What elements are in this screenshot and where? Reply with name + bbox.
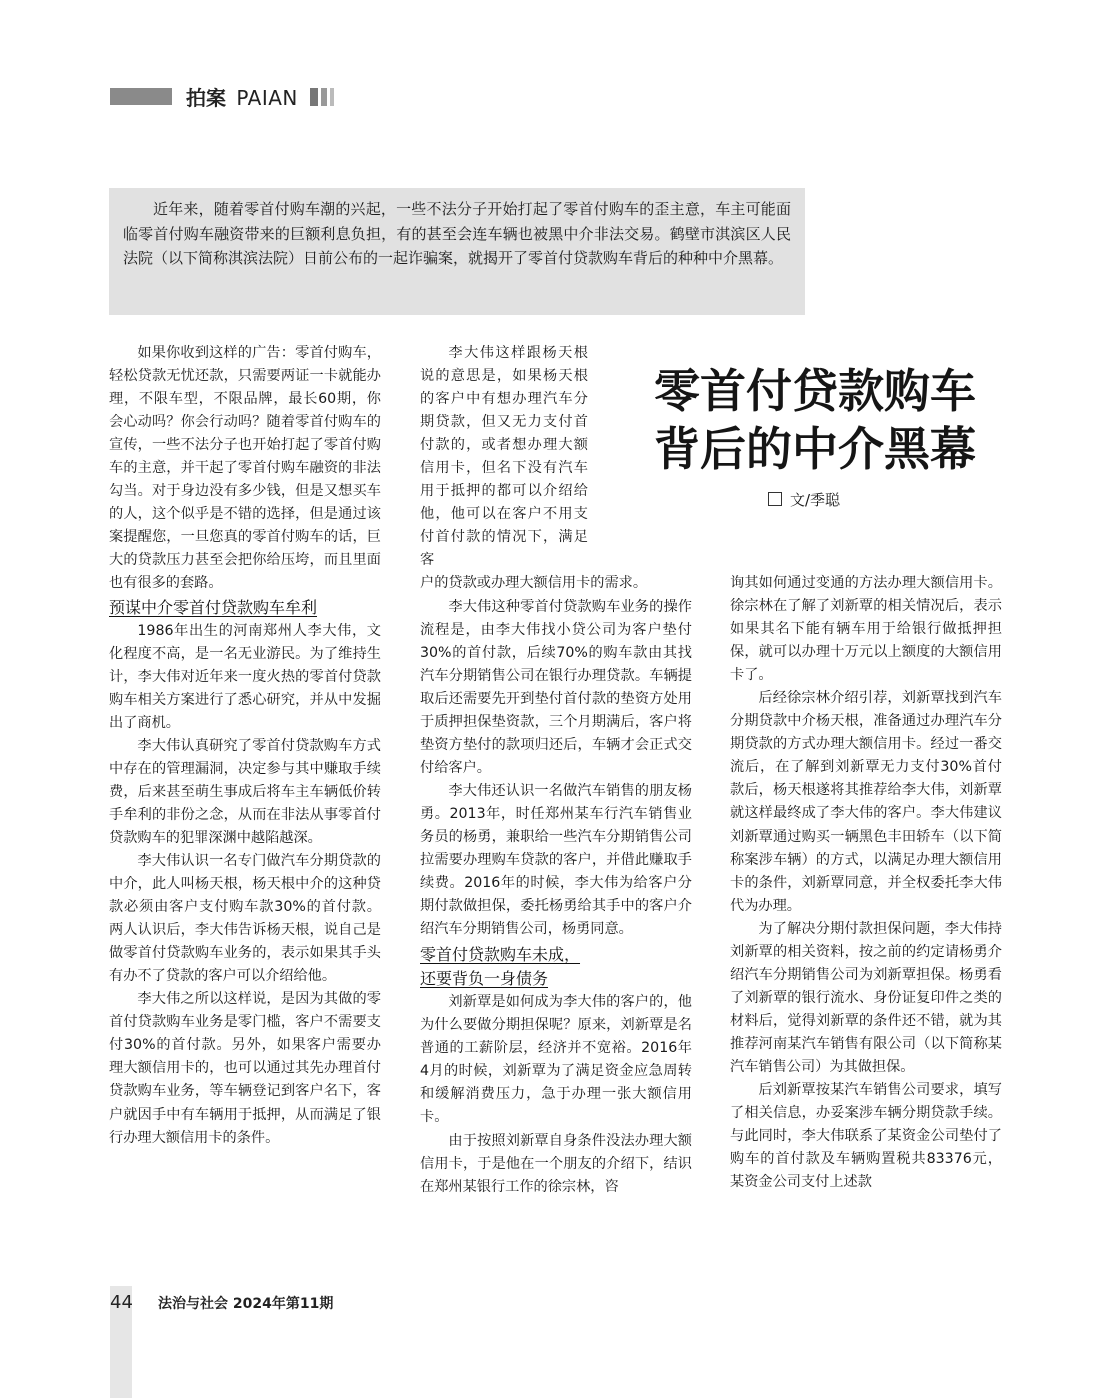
intro-box [109,188,805,315]
section-mark-decoration [330,88,334,106]
title-line-2: 背后的中介黑幕 [654,422,976,476]
paragraph: 为了解决分期付款担保问题，李大伟持刘新覃的相关资料，按之前的约定请杨勇介绍汽车分期销售公司为刘新覃担保。杨勇看了刘新覃的银行流水、身份证复印件之类的材料后，觉得刘新覃的条件还不错，就为其推荐河南某汽车销售有限公司（以下简称某汽车销售公司）为其做担保。 [730,920,1002,1075]
magazine-issue: 法治与社会 2024年第11期 [158,1296,334,1312]
paragraph: 李大伟这样跟杨天根说的意思是，如果杨天根的客户中有想办理汽车分期贷款，但又无力支付首付款的，或者想办理大额信用卡，但名下没有汽车用于抵押的都可以介绍给他，他可以在客户不用支付首付款的情况下，满足客 [420,345,588,569]
paragraph: 由于按照刘新覃自身条件没法办理大额信用卡，于是他在一个朋友的介绍下，结识在郑州某银行工作的徐宗林，咨 [420,1132,692,1195]
paragraph: 李大伟认识一名专门做汽车分期贷款的中介，此人叫杨天根，杨天根中介的这种贷款必须由客户支付购车款30%的首付款。两人认识后，李大伟告诉杨天根，说自己是做零首付贷款购车业务的，表示如果其手头有办不了贷款的客户可以介绍给他。 [109,852,381,985]
page-number: 44 [110,1292,133,1313]
title-line-1: 零首付贷款购车 [654,364,976,418]
paragraph: 后经徐宗林介绍引荐，刘新覃找到汽车分期贷款中介杨天根，准备通过办理汽车分期贷款的方式办理大额信用卡。经过一番交流后，在了解到刘新覃无力支付30%首付款后，杨天根遂将其推荐给李大伟，刘新覃就这样最终成了李大伟的客户。李大伟建议刘新覃通过购买一辆黑色丰田轿车（以下简称案涉车辆）的方式，以满足办理大额信用卡的条件，刘新覃同意，并全权委托李大伟代为办理。 [730,690,1002,914]
paragraph: 李大伟这种零首付贷款购车业务的操作流程是，由李大伟找小贷公司为客户垫付30%的首付款，后续70%的购车款由其找汽车分期销售公司在银行办理贷款。车辆提取后还需要先开到垫付首付款的垫资方处用于质押担保垫资款，三个月期满后，客户将垫资方垫付的款项归还后，车辆才会正式交付给客户。 [420,598,692,776]
paragraph: 李大伟还认识一名做汽车销售的朋友杨勇。2013年，时任郑州某车行汽车销售业务员的杨勇，兼职给一些汽车分期销售公司拉需要办理购车贷款的客户，并借此赚取手续费。2016年的时候，李大伟为给客户分期付款做担保，委托杨勇给其手中的客户介绍汽车分期销售公司，杨勇同意。 [420,782,692,938]
paragraph: 刘新覃是如何成为李大伟的客户的，他为什么要做分期担保呢？原来，刘新覃是名普通的工薪阶层，经济并不宽裕。2016年4月的时候，刘新覃为了满足资金应急周转和缓解消费压力，急于办理一张大额信用卡。 [420,994,692,1126]
column-3 [730,572,1002,1194]
paragraph: 询其如何通过变通的方法办理大额信用卡。徐宗林在了解了刘新覃的相关情况后，表示如果其名下能有辆车用于给银行做抵押担保，就可以办理十万元以上额度的大额信用卡了。 [730,575,1002,684]
narrow-block [420,342,692,572]
subheading: 还要背负一身债务 [420,969,549,989]
column-1 [109,342,381,1150]
section-bar-decoration [110,88,172,105]
section-mark-decoration [321,88,327,106]
paragraph: 李大伟之所以这样说，是因为其做的零首付贷款购车业务是零门槛，客户不需要支付30%的首付款。另外，如果客户需要办理大额信用卡的，也可以通过其先办理首付贷款购车业务，等车辆登记到客户名下，客户就因手中有车辆用于抵押，从而满足了银行办理大额信用卡的条件。 [109,991,381,1146]
paragraph: 李大伟认真研究了零首付贷款购车方式中存在的管理漏洞，决定参与其中赚取手续费，后来甚至萌生事成后将车主车辆低价转手牟利的非份之念，从而在非法从事零首付贷款购车的犯罪深渊中越陷越深。 [109,737,381,846]
paragraph: 后刘新覃按某汽车销售公司要求，填写了相关信息，办妥案涉车辆分期贷款手续。与此同时，李大伟联系了某资金公司垫付了购车的首付款及车辆购置税共83376元，某资金公司支付上述款 [730,1082,1002,1191]
byline [768,490,840,510]
article-title [640,362,990,478]
intro-text: 近年来，随着零首付购车潮的兴起，一些不法分子开始打起了零首付购车的歪主意，车主可能面临零首付购车融资带来的巨额利息负担，有的甚至会连车辆也被黑中介非法交易。鹤壁市淇滨区人民法院（以下简称淇滨法院）日前公布的一起诈骗案，就揭开了零首付贷款购车背后的种种中介黑幕。 [123,200,791,268]
section-name-en: PAIAN [236,86,298,110]
paragraph: 如果你收到这样的广告：零首付购车，轻松贷款无忧还款，只需要两证一卡就能办理，不限车型，不限品牌，最长60期，你会心动吗？你会行动吗？随着零首付购车的宣传，一些不法分子也开始打起了零首付购车的主意，并干起了零首付购车融资的非法勾当。对于身边没有多少钱，但是又想买车的人，这个似乎是不错的选择，但是通过该案提醒您，一旦您真的零首付购车的话，巨大的贷款压力甚至会把你给压垮，而且里面也有很多的套路。 [109,345,381,592]
subheading: 零首付贷款购车未成， [420,945,581,965]
section-name-cn: 拍案 [186,86,226,110]
column-2 [420,342,692,1199]
section-header [186,86,298,110]
byline-box-icon [768,492,782,506]
byline-text: 文/季聪 [790,491,841,509]
subheading: 预谋中介零首付贷款购车牟利 [109,597,318,617]
paragraph: 户的贷款或办理大额信用卡的需求。 [420,575,648,592]
paragraph: 1986年出生的河南郑州人李大伟，文化程度不高，是一名无业游民。为了维持生计，李大伟对近年来一度火热的零首付贷款购车相关方案进行了悉心研究，并从中发掘出了商机。 [109,622,381,731]
section-mark-decoration [310,88,318,106]
